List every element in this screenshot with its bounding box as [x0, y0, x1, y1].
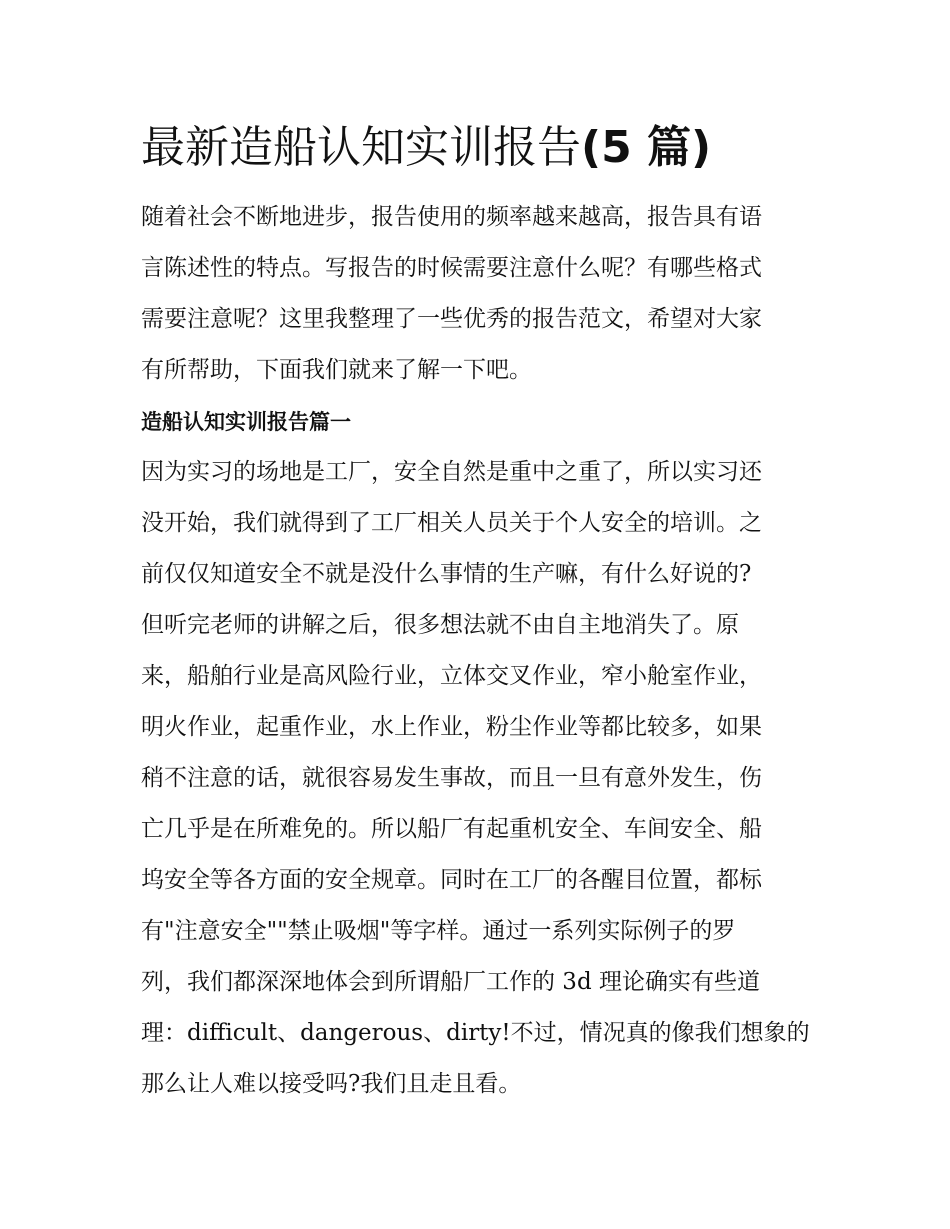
intro-paragraph: [141, 192, 821, 396]
body-line: 没开始，我们就得到了工厂相关人员关于个人安全的培训。之: [141, 510, 762, 536]
intro-line: 需要注意呢？这里我整理了一些优秀的报告范文，希望对大家: [141, 306, 762, 332]
body-line: 坞安全等各方面的安全规章。同时在工厂的各醒目位置，都标: [141, 867, 762, 893]
intro-line: 言陈述性的特点。写报告的时候需要注意什么呢？有哪些格式: [141, 255, 762, 281]
document-page: [141, 110, 821, 1110]
body-line: 明火作业，起重作业，水上作业，粉尘作业等都比较多，如果: [141, 714, 762, 740]
intro-line: 有所帮助，下面我们就来了解一下吧。: [141, 357, 532, 383]
body-line: 前仅仅知道安全不就是没什么事情的生产嘛，有什么好说的?: [141, 561, 752, 587]
document-title: [141, 110, 821, 186]
body-line: 来，船舶行业是高风险行业，立体交叉作业，窄小舱室作业，: [141, 663, 762, 689]
body-line: 稍不注意的话，就很容易发生事故，而且一旦有意外发生，伤: [141, 765, 762, 791]
body-paragraph: [141, 447, 821, 1110]
body-line: 那么让人难以接受吗?我们且走且看。: [141, 1071, 522, 1097]
title-main: 最新造船认知实训报告: [141, 122, 581, 173]
intro-line: 随着社会不断地进步，报告使用的频率越来越高，报告具有语: [141, 204, 762, 230]
section-heading: 造船认知实训报告篇一: [141, 409, 351, 434]
body-line: 理：difficult、dangerous、dirty!不过，情况真的像我们想象的: [141, 1020, 810, 1046]
body-line: 因为实习的场地是工厂，安全自然是重中之重了，所以实习还: [141, 459, 762, 485]
body-line: 有"注意安全""禁止吸烟"等字样。通过一系列实际例子的罗: [141, 918, 736, 944]
title-suffix: (5 篇): [581, 122, 712, 173]
body-line: 但听完老师的讲解之后，很多想法就不由自主地消失了。原: [141, 612, 739, 638]
body-line: 亡几乎是在所难免的。所以船厂有起重机安全、车间安全、船: [141, 816, 762, 842]
body-line: 列，我们都深深地体会到所谓船厂工作的 3d 理论确实有些道: [141, 969, 760, 995]
